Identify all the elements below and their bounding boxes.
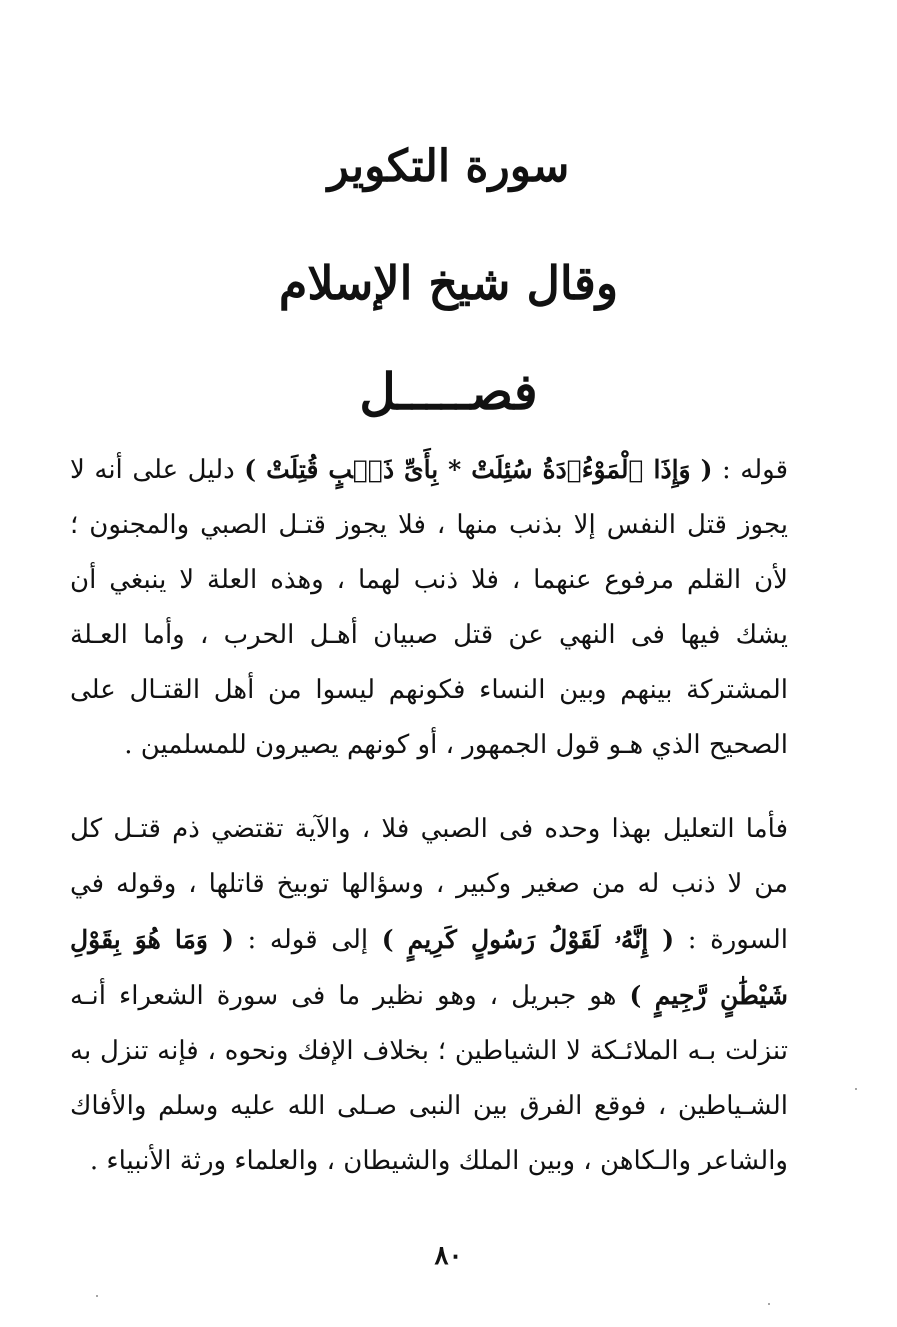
quran-verse-2: ( إِنَّهُۥ لَقَوْلُ رَسُولٍ كَرِيمٍ ): [381, 925, 675, 954]
quran-verse-3: ( وَمَا هُوَ بِقَوْلِ شَيْطَٰنٍ رَّجِيمٍ ): [70, 925, 788, 1010]
scan-speck: [96, 1295, 98, 1297]
sheikh-title: وقال شيخ الإسلام: [278, 256, 619, 310]
paragraph-1-intro: قوله :: [722, 455, 789, 485]
page-number: ٨٠: [434, 1241, 463, 1271]
scan-speck: [768, 1303, 770, 1305]
quran-verse-1: ( وَإِذَا ٱلْمَوْءُۥدَةُ سُئِلَتْ * بِأَىِّ ذَنۢبٍ قُتِلَتْ ): [244, 455, 713, 484]
paragraph-1: [70, 442, 788, 773]
paragraph-2-text-2: إلى قوله :: [247, 925, 369, 955]
surah-title: سورة التكوير: [327, 141, 570, 192]
section-title: فصـــــل: [359, 362, 538, 421]
paragraph-1-text: دليل على أنه لا يجوز قتل النفس إلا بذنب منها ، فلا يجوز قتـل الصبي والمجنون ؛ لأن القلم مرفوع عنهما ، فلا ذنب لهما ، وهذه العلة لا ينبغي أن يشك فيها فى النهي عن قتل صبيان أهـل الحرب ، وأما العـلة المشتركة بينهم وبين النساء فكونهم ليسوا من أهل القتـال على الصحيح الذي هـو قول الجمهور ، أو كونهم يصيرون للمسلمين .: [70, 455, 788, 760]
scan-speck: [855, 1088, 857, 1090]
paragraph-2-text-3: هو جبريل ، وهو نظير ما فى سورة الشعراء أنـه تنزلت بـه الملائـكة لا الشياطين ؛ بخلاف الإفك ونحوه ، فإنه تنزل به الشـياطين ، فوقع الفرق بين النبى صـلى الله عليه وسلم والأفاك والشاعر والـكاهن ، وبين الملك والشيطان ، والعلماء ورثة الأنبياء .: [70, 981, 788, 1176]
paragraph-2-text-1: فأما التعليل بهذا وحده فى الصبي فلا ، والآية تقتضي ذم قتـل كل من لا ذنب له من صغير وكبير ، وسؤالها توبيخ قاتلها ، وقوله في السورة :: [70, 814, 789, 955]
paragraph-2: [70, 802, 788, 1189]
